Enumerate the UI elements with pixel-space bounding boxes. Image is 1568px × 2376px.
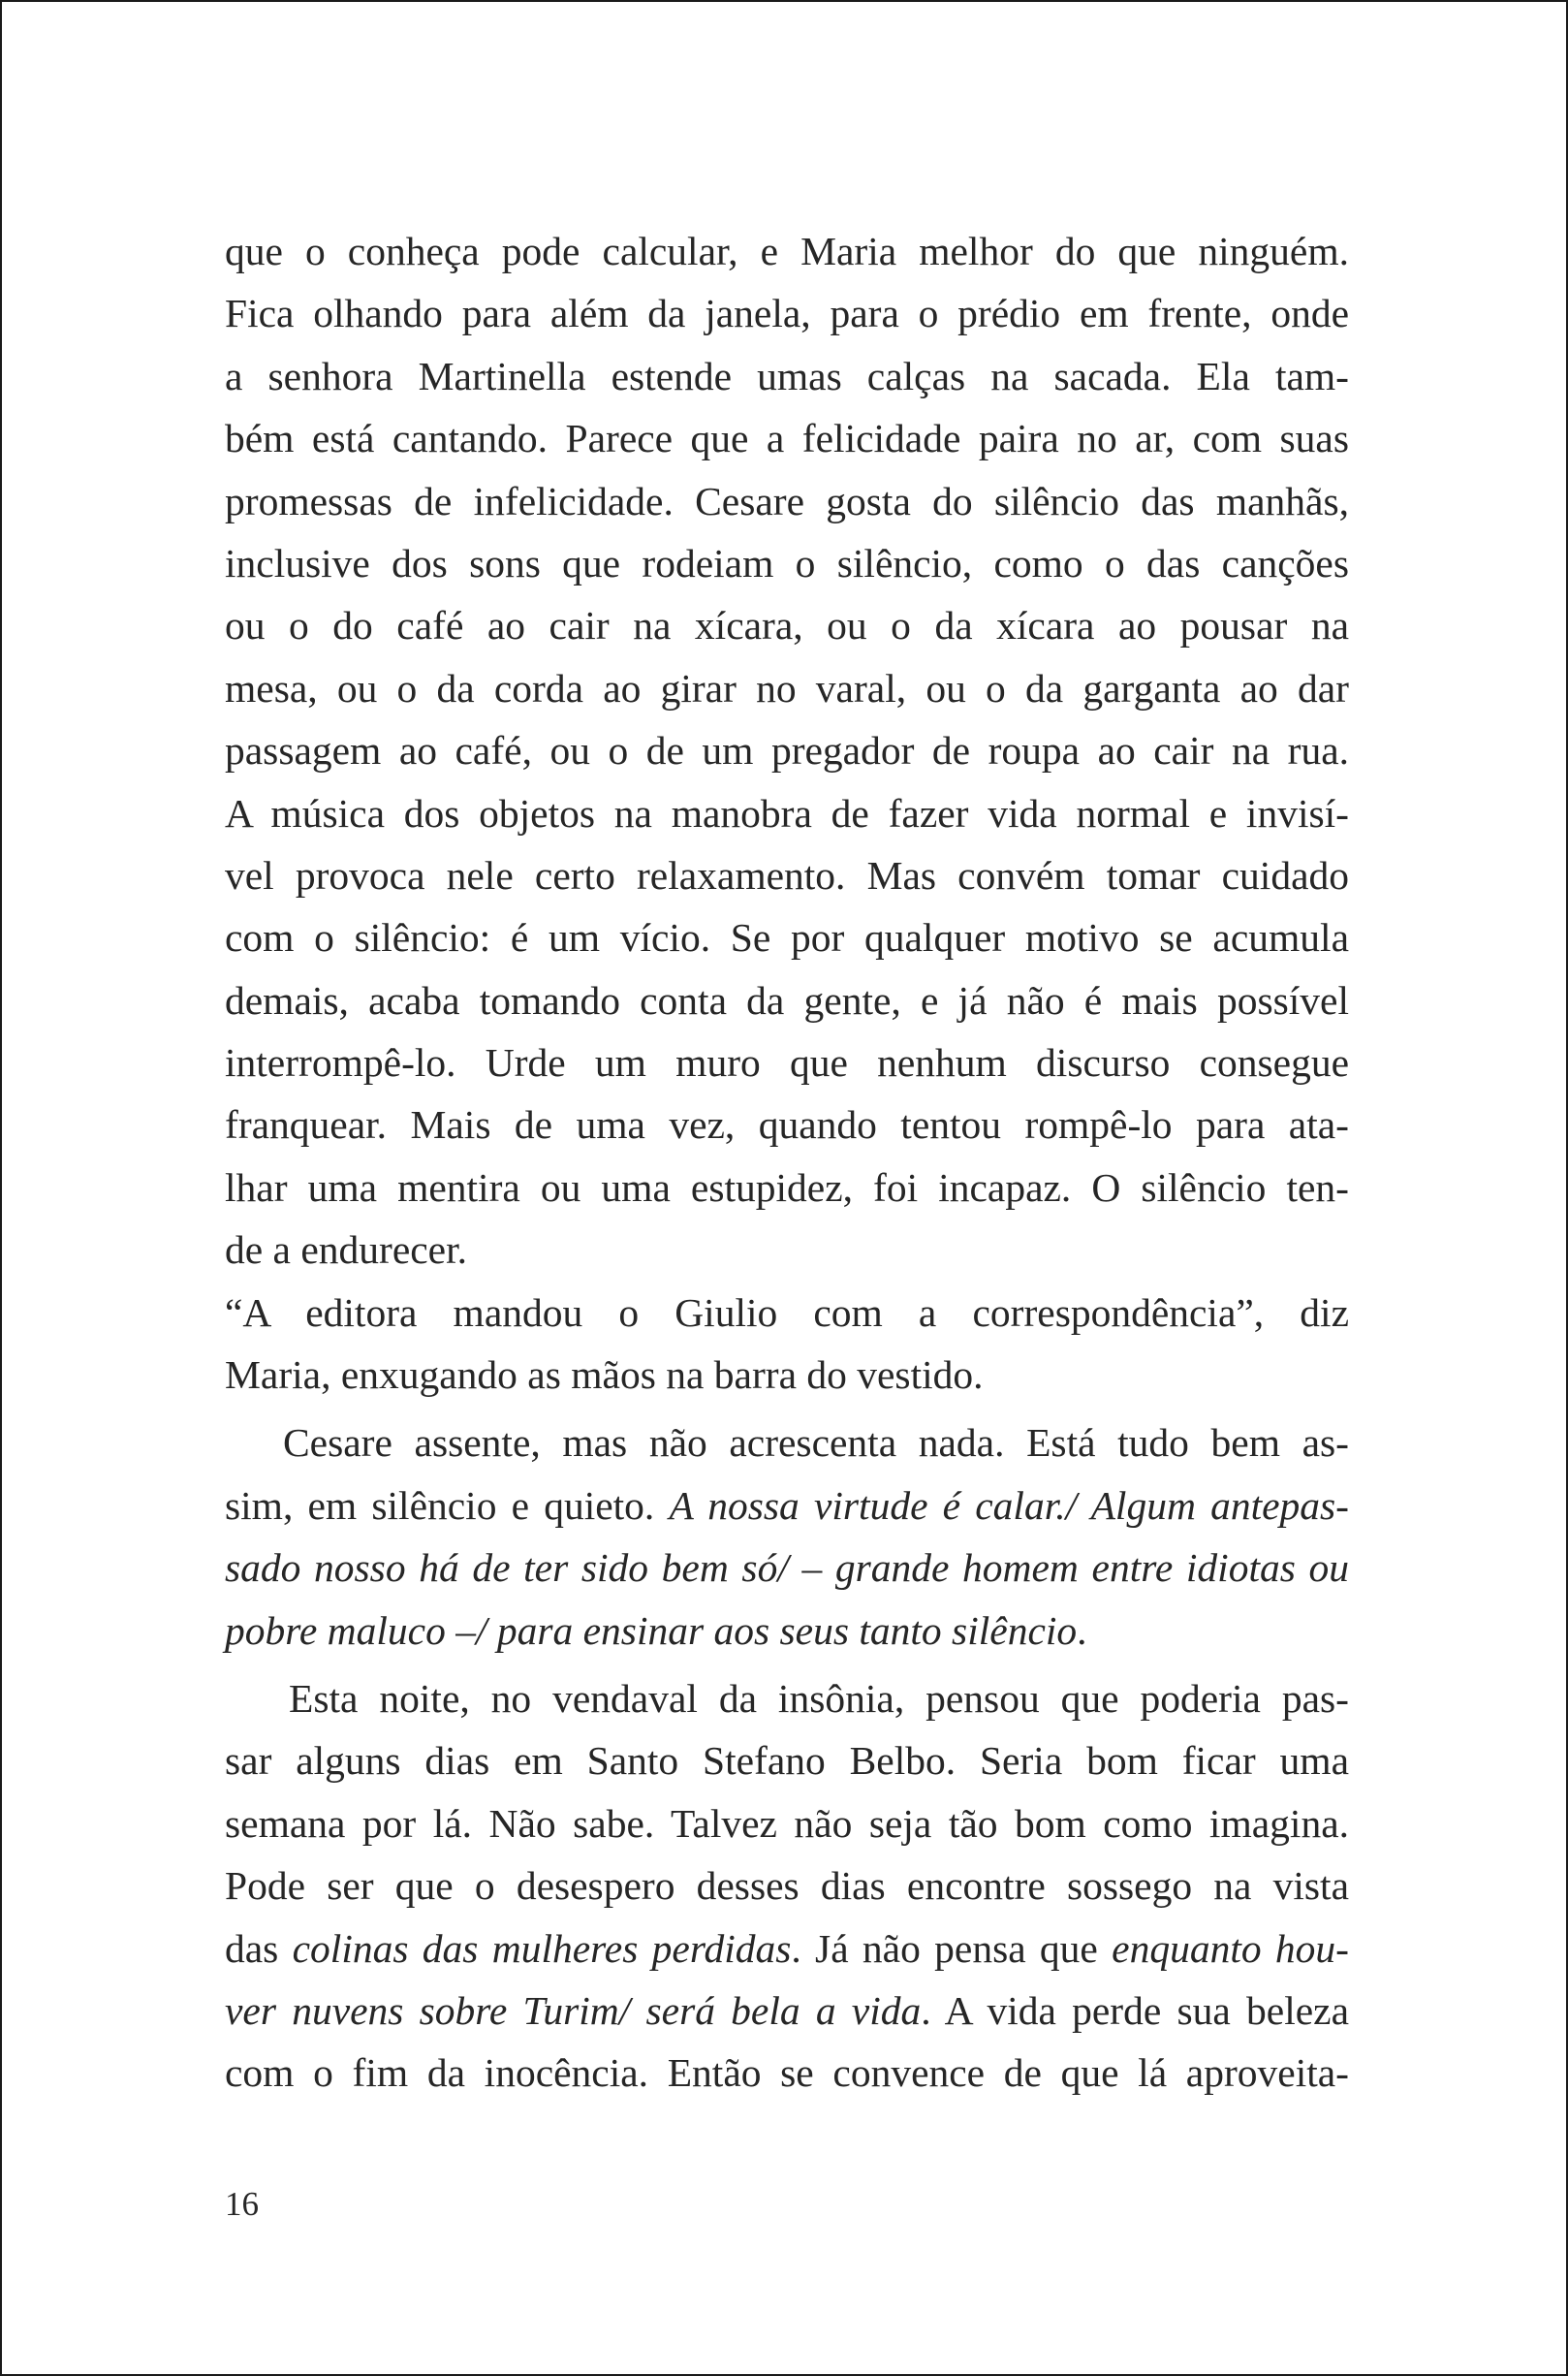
text-line: Cesare assente, mas não acrescenta nada. Está tudo bem as- (283, 1420, 1349, 1466)
text-line-mixed (225, 1980, 1349, 2042)
body-text (225, 220, 1349, 2105)
page-number: 16 (225, 2185, 259, 2223)
italic-quote: colinas das mulheres perdidas (292, 1925, 792, 1971)
italic-quote: pobre maluco –/ para ensinar aos seus tanto silêncio (225, 1607, 1078, 1653)
text-line: que o conheça pode calcular, e Maria melhor do que ninguém. (225, 229, 1349, 273)
text-line-mixed (225, 1474, 1349, 1536)
text-line: A música dos objetos na manobra de fazer vida normal e invisí- (225, 790, 1349, 836)
text-line: com o fim da inocência. Então se convence de que lá aproveita- (225, 2050, 1349, 2096)
text-line: promessas de infelicidade. Cesare gosta do silêncio das manhãs, (225, 478, 1349, 523)
text-line: Pode ser que o desespero desses dias encontre sossego na vista (225, 1863, 1349, 1909)
text-line: de a endurecer. (225, 1227, 467, 1273)
text-line: com o silêncio: é um vício. Se por qualquer motivo se acumula (225, 915, 1349, 961)
text-line-mixed (225, 1600, 1349, 1662)
text-line: a senhora Martinella estende umas calças na sacada. Ela tam- (225, 353, 1349, 398)
text-line: bém está cantando. Parece que a felicidade paira no ar, com suas (225, 416, 1349, 461)
text-line: demais, acaba tomando conta da gente, e já não é mais possível (225, 977, 1349, 1023)
text-run: das (225, 1925, 293, 1971)
text-line: lhar uma mentira ou uma estupidez, foi incapaz. O silêncio ten- (225, 1164, 1349, 1210)
text-line: ou o do café ao cair na xícara, ou o da xícara ao pousar na (225, 603, 1349, 649)
text-line: Fica olhando para além da janela, para o prédio em frente, onde (225, 291, 1349, 336)
text-run: . Já não pensa que (791, 1925, 1113, 1971)
italic-quote: sado nosso há de ter sido bem só/ – grande homem entre idiotas ou (225, 1545, 1349, 1591)
text-line: interrompê-lo. Urde um muro que nenhum discurso consegue (225, 1040, 1349, 1086)
text-line: inclusive dos sons que rodeiam o silêncio, como o das canções (225, 540, 1349, 586)
text-run: . A vida perde sua beleza (921, 1987, 1349, 2033)
text-line: Maria, enxugando as mãos na barra do vestido. (225, 1352, 984, 1398)
text-line: passagem ao café, ou o de um pregador de roupa ao cair na rua. (225, 728, 1349, 774)
text-line-mixed (225, 1917, 1349, 1980)
text-line: semana por lá. Não sabe. Talvez não seja tão bom como imagina. (225, 1800, 1349, 1846)
text-line: franquear. Mais de uma vez, quando tentou rompê-lo para ata- (225, 1102, 1349, 1148)
italic-quote: enquanto hou- (1112, 1925, 1349, 1971)
text-line: sar alguns dias em Santo Stefano Belbo. Seria bom ficar uma (225, 1738, 1349, 1784)
text-run: . (1077, 1607, 1087, 1653)
text-line: vel provoca nele certo relaxamento. Mas convém tomar cuidado (225, 852, 1349, 898)
text-line: “A editora mandou o Giulio com a correspondência”, diz (225, 1289, 1349, 1335)
text-line: mesa, ou o da corda ao girar no varal, ou o da garganta ao dar (225, 665, 1349, 711)
text-line: Esta noite, no vendaval da insônia, pensou que poderia pas- (289, 1675, 1349, 1721)
italic-quote: A nossa virtude é calar./ Algum antepas- (669, 1482, 1350, 1528)
italic-quote: ver nuvens sobre Turim/ será bela a vida (225, 1987, 922, 2033)
text-run: sim, em silêncio e quieto. (225, 1482, 670, 1528)
